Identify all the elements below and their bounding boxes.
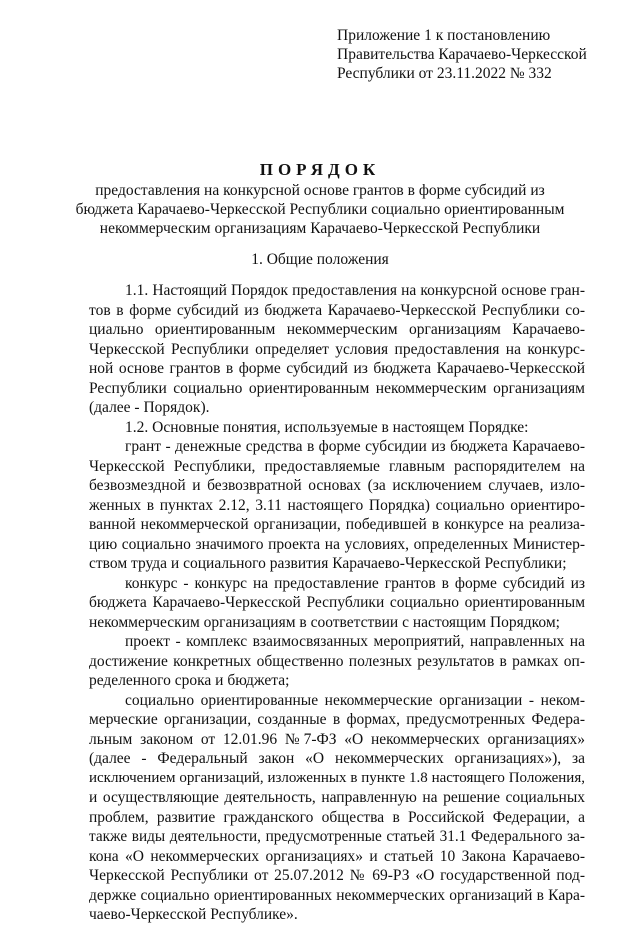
body-line: мерческие организации, созданные в формах, предусмотренных Федера- (89, 711, 585, 728)
body-line: льным законом от 12.01.96 №7-ФЗ «О некоммерческих организациях» (89, 730, 585, 748)
appendix-line: Республики от 23.11.2022 № 332 (337, 65, 552, 82)
appendix-line: Приложение 1 к постановлению (337, 27, 551, 44)
body-line: также виды деятельности, предусмотренные статьей 31.1 Федерального за- (89, 828, 585, 845)
body-line: цию социально значимого проекта на условиях, определенных Министер- (89, 535, 585, 553)
body-line: бюджета Карачаево-Черкесской Республики социально ориентированным (89, 594, 585, 611)
body-line: ванной некоммерческой организации, победившей в конкурсе на реализа- (89, 516, 585, 533)
body-line: (далее - Федеральный закон «О некоммерческих организациях»), за (89, 750, 585, 767)
body-line: проблем, развитие гражданского общества в Российской Федерации, а (89, 808, 585, 826)
subtitle-line: предоставления на конкурсной основе грантов в форме субсидий из (95, 182, 545, 199)
subtitle-line: бюджета Карачаево-Черкесской Республики социально ориентированным (75, 201, 565, 218)
body-line: держке социально ориентированных некоммерческих организаций в Кара- (89, 886, 585, 904)
body-line: проект - комплекс взаимосвязанных мероприятий, направленных на (125, 633, 585, 650)
body-line: безвозмездной и безвозвратной основах (за исключением случаев, изло- (89, 477, 585, 494)
body-line: циально ориентированным некоммерческим организациям Карачаево- (89, 321, 585, 338)
body-line: 1.1. Настоящий Порядок предоставления на конкурсной основе гран- (125, 282, 585, 299)
body-line: ной основе грантов в форме субсидий из бюджета Карачаево-Черкесской (89, 360, 585, 377)
body-line: ределенного срока и бюджета; (89, 672, 290, 689)
document-subtitle (60, 181, 580, 238)
document-body (89, 281, 585, 925)
appendix-line: Правительства Карачаево-Черкесской (337, 46, 587, 63)
body-line: конкурс - конкурс на предоставление грантов в форме субсидий из (125, 574, 585, 592)
body-line: тов в форме субсидий из бюджета Карачаево-Черкесской Республики со- (89, 301, 585, 319)
body-line: женных в пунктах 2.12, 3.11 настоящего Порядка) социально ориентиро- (89, 496, 585, 514)
body-line: кона «О некоммерческих организациях» и статьей 10 Закона Карачаево- (89, 847, 585, 865)
body-line: социально ориентированные некоммерческие организации - неком- (125, 691, 585, 709)
appendix-note (337, 26, 627, 83)
body-line: исключением организаций, изложенных в пункте 1.8 настоящего Положения, (89, 769, 585, 786)
body-line: Республики социально ориентированным некоммерческим организациям (89, 379, 585, 397)
body-line: (далее - Порядок). (89, 399, 210, 416)
body-line: ством труда и социального развития Карачаево-Черкесской Республики; (89, 555, 567, 572)
body-line: грант - денежные средства в форме субсидии из бюджета Карачаево- (125, 438, 585, 455)
body-line: Черкесской Республики, предоставляемые главным распорядителем на (89, 457, 585, 475)
body-line: чаево-Черкесской Республике». (89, 906, 298, 923)
body-line: Черкесской Республики определяет условия предоставления на конкурс- (89, 340, 585, 358)
subtitle-line: некоммерческим организациям Карачаево-Черкесской Республики (99, 220, 541, 237)
body-line: Черкесской Республики от 25.07.2012 № 69-РЗ «О государственной под- (89, 867, 585, 884)
body-line: некоммерческим организациям в соответствии с настоящим Порядком; (89, 613, 560, 631)
body-line: достижение конкретных общественно полезных результатов в рамках оп- (89, 652, 585, 670)
section-heading: 1. Общие положения (251, 251, 389, 268)
body-line: 1.2. Основные понятия, используемые в настоящем Порядке: (125, 418, 529, 436)
body-line: и осуществляющие деятельность, направленную на решение социальных (89, 789, 585, 806)
document-title: ПОРЯДОК (259, 160, 381, 179)
